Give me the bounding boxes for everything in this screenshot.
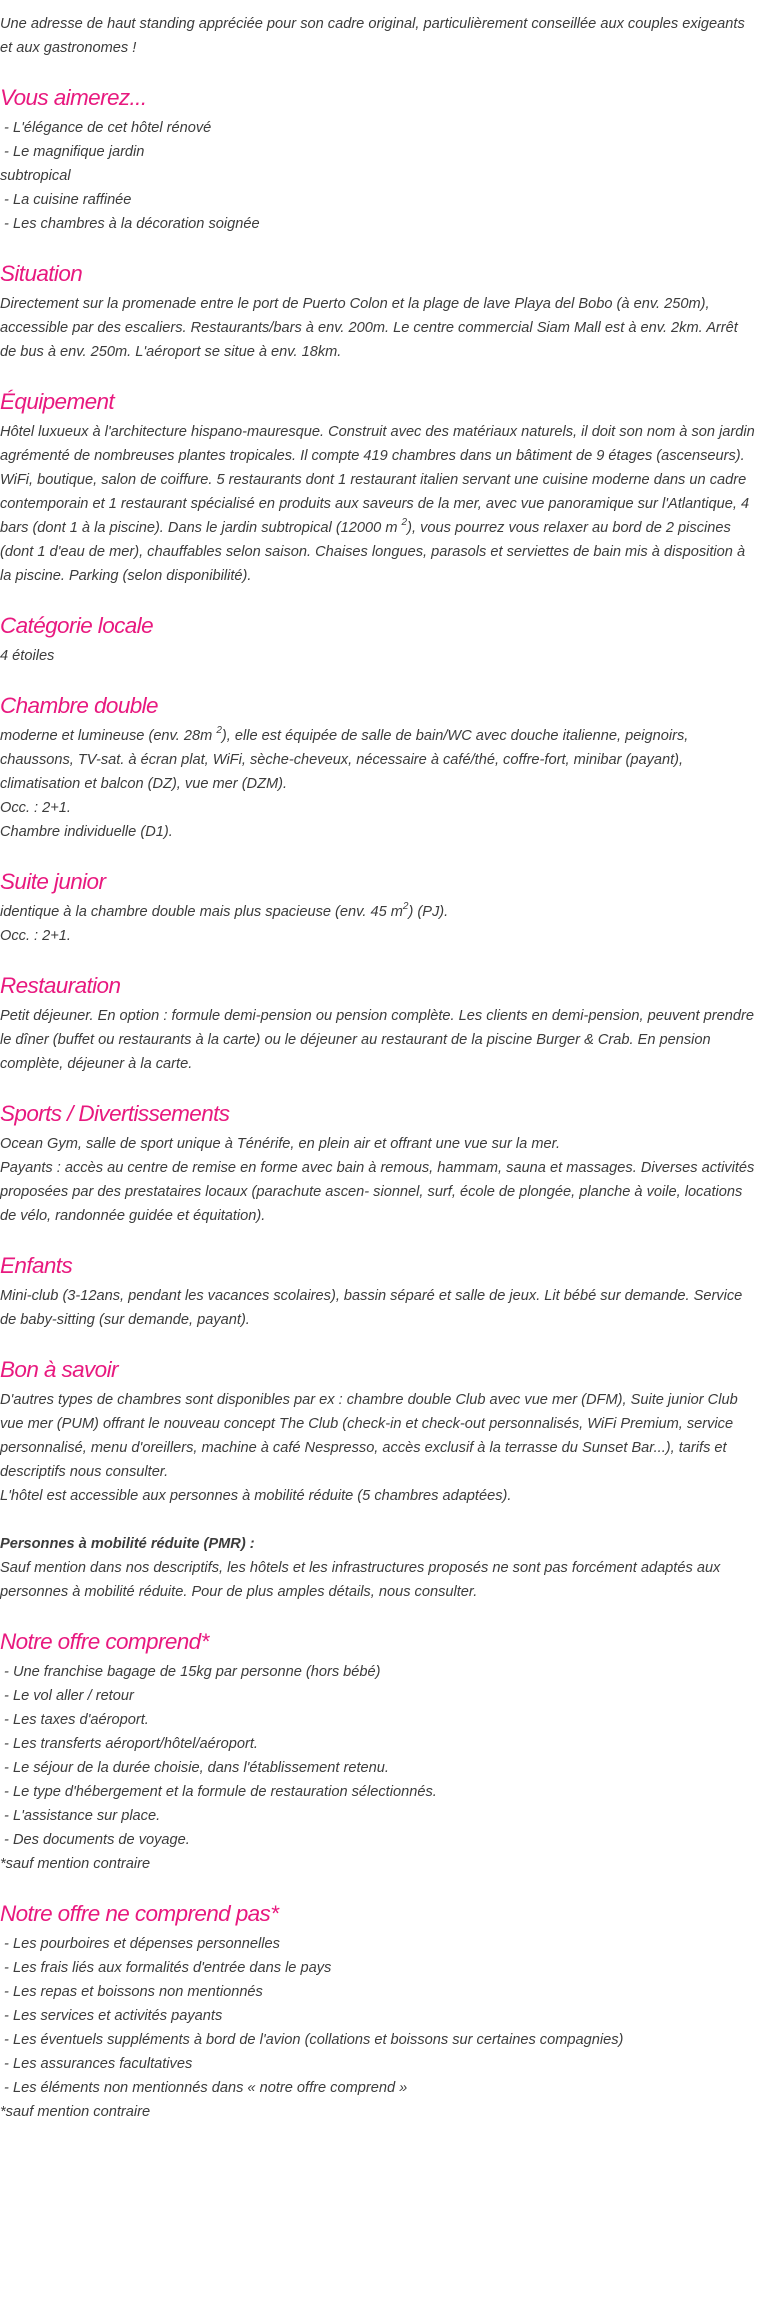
section-ne-comprend [0,1898,758,2124]
section-title-bon-a-savoir: Bon à savoir [0,1357,118,1382]
list-note: *sauf mention contraire [0,1856,151,1872]
list-item: - Une franchise bagage de 15kg par personne (hors bébé) [0,1664,381,1680]
list-item: - Les transferts aéroport/hôtel/aéroport. [0,1736,258,1752]
list-item: - Les taxes d'aéroport. [0,1712,149,1728]
list-item: - Les éléments non mentionnés dans « notre offre comprend » [0,2080,408,2096]
situation-text: Directement sur la promenade entre le port de Puerto Colon et la plage de lave Playa del Bobo (à env. 250m), accessible par des escaliers. Restaurants/bars à env. 200m. Le centre commercial Siam Mall est à env. 2km. Arrêt de bus à env. 250m. L'aéroport se situe à env. 18km. [0,296,738,360]
suite-text [0,900,758,924]
chambre-text [0,724,758,796]
equipement-text-a: Hôtel luxueux à l'architecture hispano-mauresque. Construit avec des matériaux naturels, il doit son nom à son jardin agrémenté de nombreuses plantes tropicales. Il compte 419 chambres dans un bâtiment de 9 étages (ascenseurs). WiFi, boutique, salon de coiffure. 5 restaurants dont 1 restaurant italien servant une cuisine moderne dans un cadre contemporain et 1 restaurant spécialisé en produits aux saveurs de la mer, avec vue panoramique sur l'Atlantique, 4 bars (dont 1 à la piscine). Dans le jardin subtropical (12000 m [0,424,755,536]
section-bon-a-savoir [0,1354,758,1604]
section-sports [0,1098,758,1228]
section-title-comprend: Notre offre comprend* [0,1629,209,1654]
list-item: - Le vol aller / retour [0,1688,134,1704]
section-title-equipement: Équipement [0,389,115,414]
comprend-list [0,1660,758,1876]
list-item: - L'assistance sur place. [0,1808,161,1824]
section-enfants [0,1250,758,1332]
sports-line-2: Payants : accès au centre de remise en forme avec bain à remous, hammam, sauna et massages. Diverses activités proposées par des prestataires locaux (parachute ascen- sionnel, surf, école de plongée, planche à voile, locations de vélo, randonnée guidée et équitation). [0,1160,755,1224]
section-suite [0,866,758,948]
list-item: - Le type d'hébergement et la formule de restauration sélectionnés. [0,1784,437,1800]
section-categorie [0,610,758,668]
list-item: - Les repas et boissons non mentionnés [0,1984,263,2000]
sports-line-1: Ocean Gym, salle de sport unique à Ténérife, en plein air et offrant une vue sur la mer. [0,1136,560,1152]
section-title-restauration: Restauration [0,973,121,998]
chambre-occupancy: Occ. : 2+1. [0,800,71,816]
section-restauration [0,970,758,1076]
equipement-text [0,420,758,588]
chambre-text-b: ), elle est équipée de salle de bain/WC avec douche italienne, peignoirs, chaussons, TV-sat. à écran plat, WiFi, sèche-cheveux, nécessaire à café/thé, coffre-fort, minibar (payant), climatisation et balcon (DZ), vue mer (DZM). [0,728,689,792]
list-item: - Les assurances facultatives [0,2056,193,2072]
aimerez-list [0,116,758,236]
list-item: - L'élégance de cet hôtel rénové [0,120,212,136]
bon-a-savoir-text: D'autres types de chambres sont disponibles par ex : chambre double Club avec vue mer (DFM), Suite junior Club vue mer (PUM) offrant le nouveau concept The Club (check-in et check-out personnalisés, WiFi Premium, service personnalisé, menu d'oreillers, machine à café Nespresso, accès exclusif à la terrasse du Sunset Bar...), tarifs et descriptifs nous consulter. [0,1392,738,1480]
equipement-text-b: ), vous pourrez vous relaxer au bord de 2 piscines (dont 1 d'eau de mer), chauffables selon saison. Chaises longues, parasols et serviettes de bain mis à disposition à la piscine. Parking (selon disponibilité). [0,520,746,584]
pmr-title-text: Personnes à mobilité réduite (PMR) : [0,1536,255,1552]
list-item: - Les services et activités payants [0,2008,223,2024]
section-title-enfants: Enfants [0,1253,73,1278]
section-title-suite: Suite junior [0,869,106,894]
restauration-text: Petit déjeuner. En option : formule demi-pension ou pension complète. Les clients en demi-pension, peuvent prendre le dîner (buffet ou restaurants à la carte) ou le déjeuner au restaurant de la piscine Burger & Crab. En pension complète, déjeuner à la carte. [0,1008,754,1072]
superscript: 2 [402,901,409,913]
list-item: - Les éventuels suppléments à bord de l'avion (collations et boissons sur certaines compagnies) [0,2032,624,2048]
section-title-situation: Situation [0,261,83,286]
section-situation [0,258,758,364]
list-item: - Le séjour de la durée choisie, dans l'établissement retenu. [0,1760,389,1776]
superscript: 2 [216,725,222,737]
pmr-title [0,1532,758,1556]
list-item: - Les chambres à la décoration soignée [0,216,260,232]
list-item: - Des documents de voyage. [0,1832,190,1848]
list-item: - La cuisine raffinée [0,192,132,208]
section-aimerez [0,82,758,236]
chambre-text-a: moderne et lumineuse (env. 28m [0,728,217,744]
suite-text-b: ) (PJ). [408,904,449,920]
pmr-accessibility-line: L'hôtel est accessible aux personnes à mobilité réduite (5 chambres adaptées). [0,1488,512,1504]
section-equipement [0,386,758,588]
list-note: *sauf mention contraire [0,2104,151,2120]
enfants-text: Mini-club (3-12ans, pendant les vacances scolaires), bassin séparé et salle de jeux. Lit bébé sur demande. Service de baby-sitting (sur demande, payant). [0,1288,743,1328]
superscript: 2 [401,517,408,529]
section-title-aimerez: Vous aimerez... [0,85,147,110]
section-title-chambre: Chambre double [0,693,158,718]
pmr-text: Sauf mention dans nos descriptifs, les hôtels et les infrastructures proposés ne sont pas forcément adaptés aux personnes à mobilité réduite. Pour de plus amples détails, nous consulter. [0,1560,721,1600]
section-title-categorie: Catégorie locale [0,613,153,638]
section-comprend [0,1626,758,1876]
categorie-text: 4 étoiles [0,648,55,664]
list-item: - Les pourboires et dépenses personnelles [0,1936,280,1952]
intro-text: Une adresse de haut standing appréciée pour son cadre original, particulièrement conseillée aux couples exigeants et aux gastronomes ! [0,16,745,56]
section-title-sports: Sports / Divertissements [0,1101,230,1126]
hotel-description [0,12,758,2124]
section-chambre [0,690,758,844]
suite-occupancy: Occ. : 2+1. [0,928,71,944]
spacer [0,1508,758,1532]
ne-comprend-list [0,1932,758,2124]
list-item: - Le magnifique jardin [0,144,145,160]
list-item: - Les frais liés aux formalités d'entrée dans le pays [0,1960,332,1976]
suite-text-a: identique à la chambre double mais plus spacieuse (env. 45 m [0,904,403,920]
chambre-individuelle: Chambre individuelle (D1). [0,824,173,840]
section-title-ne-comprend: Notre offre ne comprend pas* [0,1901,279,1926]
list-item: subtropical [0,168,71,184]
